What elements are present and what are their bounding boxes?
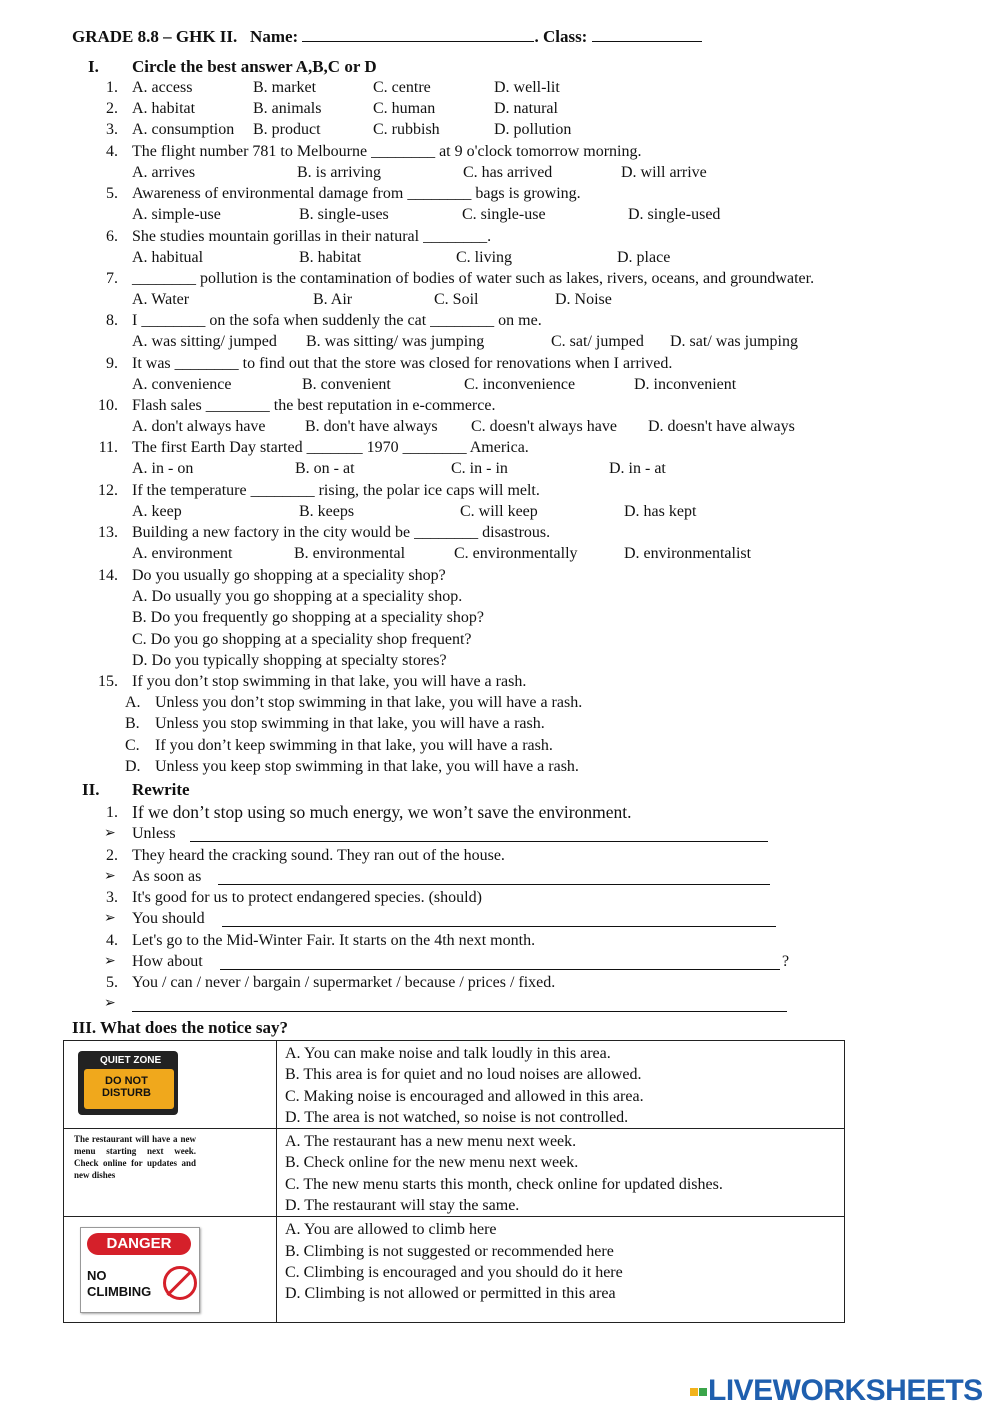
option[interactable]: B. This area is for quiet and no loud noises are allowed. bbox=[285, 1066, 642, 1084]
question-number: 13. bbox=[98, 524, 118, 541]
quiet-zone-label: QUIET ZONE bbox=[100, 1055, 162, 1066]
answer-option[interactable]: D. sat/ was jumping bbox=[670, 333, 798, 350]
question-number: 11. bbox=[98, 439, 118, 456]
question-number: 5. bbox=[106, 185, 118, 202]
question-text: It was ________ to find out that the store was closed for renovations when I arrived. bbox=[132, 355, 673, 372]
option[interactable]: D. The restaurant will stay the same. bbox=[285, 1197, 520, 1215]
answer-line[interactable] bbox=[220, 969, 780, 970]
answer-option[interactable]: B. was sitting/ was jumping bbox=[306, 333, 485, 350]
answer-option[interactable]: Unless you don’t stop swimming in that lake, you will have a rash. bbox=[155, 694, 583, 711]
answer-option[interactable]: B. single-uses bbox=[299, 206, 389, 223]
option[interactable]: D. The area is not watched, so noise is not controlled. bbox=[285, 1108, 629, 1126]
answer-option[interactable]: D. pollution bbox=[494, 121, 572, 138]
answer-option[interactable]: A. access bbox=[132, 79, 193, 96]
answer-option[interactable]: Unless you keep stop swimming in that lake, you will have a rash. bbox=[155, 757, 579, 775]
restaurant-notice: The restaurant will have a new menu starting next week. Check online for updates and new dishes bbox=[74, 1134, 196, 1181]
notice-options-1 bbox=[277, 1041, 845, 1129]
disturb-label: DISTURB bbox=[102, 1087, 151, 1099]
answer-option[interactable]: C. Soil bbox=[434, 291, 479, 308]
do-not-label: DO NOT bbox=[105, 1075, 148, 1087]
answer-option[interactable]: D. natural bbox=[494, 100, 558, 117]
section-2-numeral: II. bbox=[82, 780, 100, 799]
logo-text: LIVEWORKSHEETS bbox=[708, 1374, 983, 1407]
answer-line[interactable] bbox=[190, 841, 768, 842]
rewrite-number: 1. bbox=[106, 804, 118, 821]
option[interactable]: B. Climbing is not suggested or recommended here bbox=[285, 1242, 614, 1260]
option[interactable]: D. Climbing is not allowed or permitted in this area bbox=[285, 1285, 616, 1303]
question-number: 10. bbox=[98, 397, 118, 414]
rewrite-number: 3. bbox=[106, 889, 118, 906]
notice-image-cell bbox=[64, 1217, 277, 1323]
option-letter: B. bbox=[125, 715, 140, 733]
class-blank[interactable] bbox=[592, 27, 702, 42]
option[interactable]: A. The restaurant has a new menu next week. bbox=[285, 1133, 577, 1151]
rewrite-prompt: If we don’t stop using so much energy, we won’t save the environment. bbox=[132, 802, 632, 822]
question-text: ________ pollution is the contamination of bodies of water such as lakes, rivers, oceans, and groundwater. bbox=[132, 270, 815, 287]
answer-option[interactable]: A. Water bbox=[132, 291, 190, 308]
answer-option[interactable]: D. well-lit bbox=[494, 79, 560, 96]
answer-option[interactable]: D. has kept bbox=[624, 503, 697, 520]
option[interactable]: C. Making noise is encouraged and allowed in this area. bbox=[285, 1087, 644, 1105]
answer-option[interactable]: C. rubbish bbox=[373, 121, 440, 138]
answer-option[interactable]: A. keep bbox=[132, 503, 182, 520]
answer-option[interactable]: C. will keep bbox=[460, 503, 538, 520]
option-letter: D. bbox=[125, 757, 141, 775]
question-number: 8. bbox=[106, 312, 118, 329]
answer-option[interactable]: C. living bbox=[456, 249, 513, 266]
answer-line[interactable] bbox=[222, 926, 776, 927]
answer-option[interactable]: C. has arrived bbox=[463, 164, 553, 181]
question-number: 3. bbox=[106, 121, 118, 138]
answer-option[interactable]: B. don't have always bbox=[305, 418, 438, 435]
name-label: Name: bbox=[250, 27, 299, 46]
option[interactable]: C. Climbing is encouraged and you should do it here bbox=[285, 1263, 623, 1281]
answer-option[interactable]: B. habitat bbox=[299, 249, 362, 266]
question-text: Awareness of environmental damage from ________ bags is growing. bbox=[132, 185, 581, 202]
answer-option[interactable]: B. is arriving bbox=[297, 164, 381, 181]
answer-option[interactable]: D. Noise bbox=[555, 291, 612, 308]
answer-option[interactable]: C. in - in bbox=[451, 460, 508, 477]
notice-row bbox=[64, 1041, 845, 1129]
rewrite-prompt: You / can / never / bargain / supermarket / because / prices / fixed. bbox=[132, 974, 556, 991]
logo-icon bbox=[690, 1388, 698, 1396]
answer-option[interactable]: A. don't always have bbox=[132, 418, 266, 435]
answer-option[interactable]: Unless you stop swimming in that lake, you will have a rash. bbox=[155, 715, 545, 733]
answer-option[interactable]: C. doesn't always have bbox=[471, 418, 617, 435]
answer-option[interactable]: A. Do usually you go shopping at a speciality shop. bbox=[132, 588, 463, 605]
arrow-icon: ➢ bbox=[104, 826, 116, 842]
answer-option[interactable]: D. Do you typically shopping at specialty stores? bbox=[132, 651, 447, 669]
question-number: 12. bbox=[98, 482, 118, 499]
answer-option[interactable]: A. habitat bbox=[132, 100, 196, 117]
answer-option[interactable]: D. single-used bbox=[628, 206, 721, 223]
answer-option[interactable]: C. environmentally bbox=[454, 545, 578, 562]
option[interactable]: B. Check online for the new menu next week. bbox=[285, 1154, 579, 1172]
arrow-icon: ➢ bbox=[104, 868, 116, 884]
question-text: The flight number 781 to Melbourne ________ at 9 o'clock tomorrow morning. bbox=[132, 143, 642, 160]
answer-line[interactable] bbox=[132, 1011, 787, 1012]
answer-option[interactable]: B. Do you frequently go shopping at a speciality shop? bbox=[132, 609, 484, 627]
answer-option[interactable]: A. in - on bbox=[132, 460, 194, 477]
notice-image-cell bbox=[64, 1041, 277, 1129]
question-number: 15. bbox=[98, 673, 118, 690]
section-3-title: III. What does the notice say? bbox=[72, 1018, 288, 1037]
arrow-icon: ➢ bbox=[104, 953, 116, 969]
question-text: If the temperature ________ rising, the polar ice caps will melt. bbox=[132, 482, 540, 499]
answer-option[interactable]: A. simple-use bbox=[132, 206, 221, 223]
rewrite-start: Unless bbox=[132, 825, 176, 843]
notice-options-3 bbox=[277, 1217, 845, 1323]
answer-option[interactable]: D. in - at bbox=[609, 460, 666, 477]
question-text: Building a new factory in the city would be ________ disastrous. bbox=[132, 524, 551, 541]
rewrite-start: How about bbox=[132, 952, 203, 970]
question-text: The first Earth Day started _______ 1970 ________ America. bbox=[132, 439, 529, 456]
answer-option[interactable]: A. arrives bbox=[132, 164, 196, 181]
answer-line[interactable] bbox=[218, 884, 770, 885]
question-number: 4. bbox=[106, 143, 118, 160]
answer-option[interactable]: B. environmental bbox=[294, 545, 406, 562]
answer-option[interactable]: B. animals bbox=[253, 100, 322, 117]
answer-option[interactable]: C. sat/ jumped bbox=[551, 333, 644, 350]
option[interactable]: A. You are allowed to climb here bbox=[285, 1221, 497, 1239]
answer-option[interactable]: D. place bbox=[617, 249, 671, 266]
answer-option[interactable]: C. single-use bbox=[462, 206, 546, 223]
answer-option[interactable]: B. keeps bbox=[299, 503, 355, 520]
answer-option[interactable]: B. product bbox=[253, 121, 321, 138]
answer-option[interactable]: A. was sitting/ jumped bbox=[132, 333, 277, 350]
notice-table bbox=[63, 1040, 845, 1323]
answer-option[interactable]: D. will arrive bbox=[621, 164, 707, 181]
question-text: If you don’t stop swimming in that lake, you will have a rash. bbox=[132, 673, 527, 690]
option[interactable]: A. You can make noise and talk loudly in this area. bbox=[285, 1045, 611, 1062]
question-number: 6. bbox=[106, 228, 118, 245]
answer-option[interactable]: B. market bbox=[253, 79, 317, 96]
answer-option[interactable]: C. centre bbox=[373, 79, 431, 96]
answer-option[interactable]: C. human bbox=[373, 100, 436, 117]
section-1-title: Circle the best answer A,B,C or D bbox=[132, 57, 377, 76]
climbing-label: CLIMBING bbox=[87, 1284, 152, 1300]
answer-option[interactable]: A. convenience bbox=[132, 376, 232, 393]
notice-row bbox=[64, 1129, 845, 1217]
question-text: Flash sales ________ the best reputation in e-commerce. bbox=[132, 397, 496, 414]
rewrite-prompt: It's good for us to protect endangered species. (should) bbox=[132, 889, 482, 906]
danger-label: DANGER bbox=[87, 1233, 191, 1255]
answer-option[interactable]: D. environmentalist bbox=[624, 545, 752, 562]
rewrite-prompt: Let's go to the Mid-Winter Fair. It starts on the 4th next month. bbox=[132, 931, 536, 949]
grade-label: GRADE 8.8 – GHK II. bbox=[72, 27, 238, 46]
rewrite-prompt: They heard the cracking sound. They ran out of the house. bbox=[132, 846, 505, 864]
answer-option[interactable]: B. convenient bbox=[302, 376, 391, 393]
rewrite-start: You should bbox=[132, 910, 205, 928]
rewrite-end: ? bbox=[782, 952, 790, 970]
class-label: . Class: bbox=[534, 27, 588, 46]
question-number: 1. bbox=[106, 79, 118, 96]
danger-sign bbox=[80, 1227, 200, 1313]
question-number: 9. bbox=[106, 355, 118, 372]
name-blank[interactable] bbox=[302, 27, 534, 42]
rewrite-start: As soon as bbox=[132, 867, 202, 885]
answer-option[interactable]: A. consumption bbox=[132, 121, 235, 138]
section-1-numeral: I. bbox=[88, 57, 99, 76]
rewrite-number: 4. bbox=[106, 931, 118, 949]
notice-options-2 bbox=[277, 1129, 845, 1217]
no-climbing-icon bbox=[163, 1266, 197, 1300]
answer-option[interactable]: B. Air bbox=[313, 291, 353, 308]
no-label: NO bbox=[87, 1268, 107, 1284]
question-number: 14. bbox=[98, 567, 118, 584]
arrow-icon: ➢ bbox=[104, 911, 116, 927]
answer-option[interactable]: C. Do you go shopping at a speciality shop frequent? bbox=[132, 630, 472, 648]
answer-option[interactable]: C. inconvenience bbox=[464, 376, 576, 393]
rewrite-number: 2. bbox=[106, 846, 118, 864]
answer-option[interactable]: If you don’t keep swimming in that lake, you will have a rash. bbox=[155, 736, 553, 754]
arrow-icon: ➢ bbox=[104, 996, 116, 1012]
answer-option[interactable]: A. habitual bbox=[132, 249, 204, 266]
rewrite-number: 5. bbox=[106, 974, 118, 991]
notice-row bbox=[64, 1217, 845, 1323]
section-2-title: Rewrite bbox=[132, 780, 190, 799]
answer-option[interactable]: D. inconvenient bbox=[634, 376, 737, 393]
question-text: Do you usually go shopping at a speciality shop? bbox=[132, 567, 446, 584]
option[interactable]: C. The new menu starts this month, check online for updated dishes. bbox=[285, 1175, 723, 1193]
question-number: 2. bbox=[106, 100, 118, 117]
quiet-zone-sign bbox=[78, 1051, 178, 1115]
answer-option[interactable]: A. environment bbox=[132, 545, 233, 562]
question-number: 7. bbox=[106, 270, 118, 287]
notice-image-cell bbox=[64, 1129, 277, 1217]
answer-option[interactable]: B. on - at bbox=[295, 460, 355, 477]
option-letter: A. bbox=[125, 694, 141, 711]
liveworksheets-logo[interactable] bbox=[690, 1374, 983, 1408]
question-text: She studies mountain gorillas in their natural ________. bbox=[132, 228, 492, 245]
worksheet-header bbox=[72, 27, 702, 47]
answer-option[interactable]: D. doesn't have always bbox=[648, 418, 795, 435]
option-letter: C. bbox=[125, 736, 140, 754]
question-text: I ________ on the sofa when suddenly the cat ________ on me. bbox=[132, 312, 542, 329]
